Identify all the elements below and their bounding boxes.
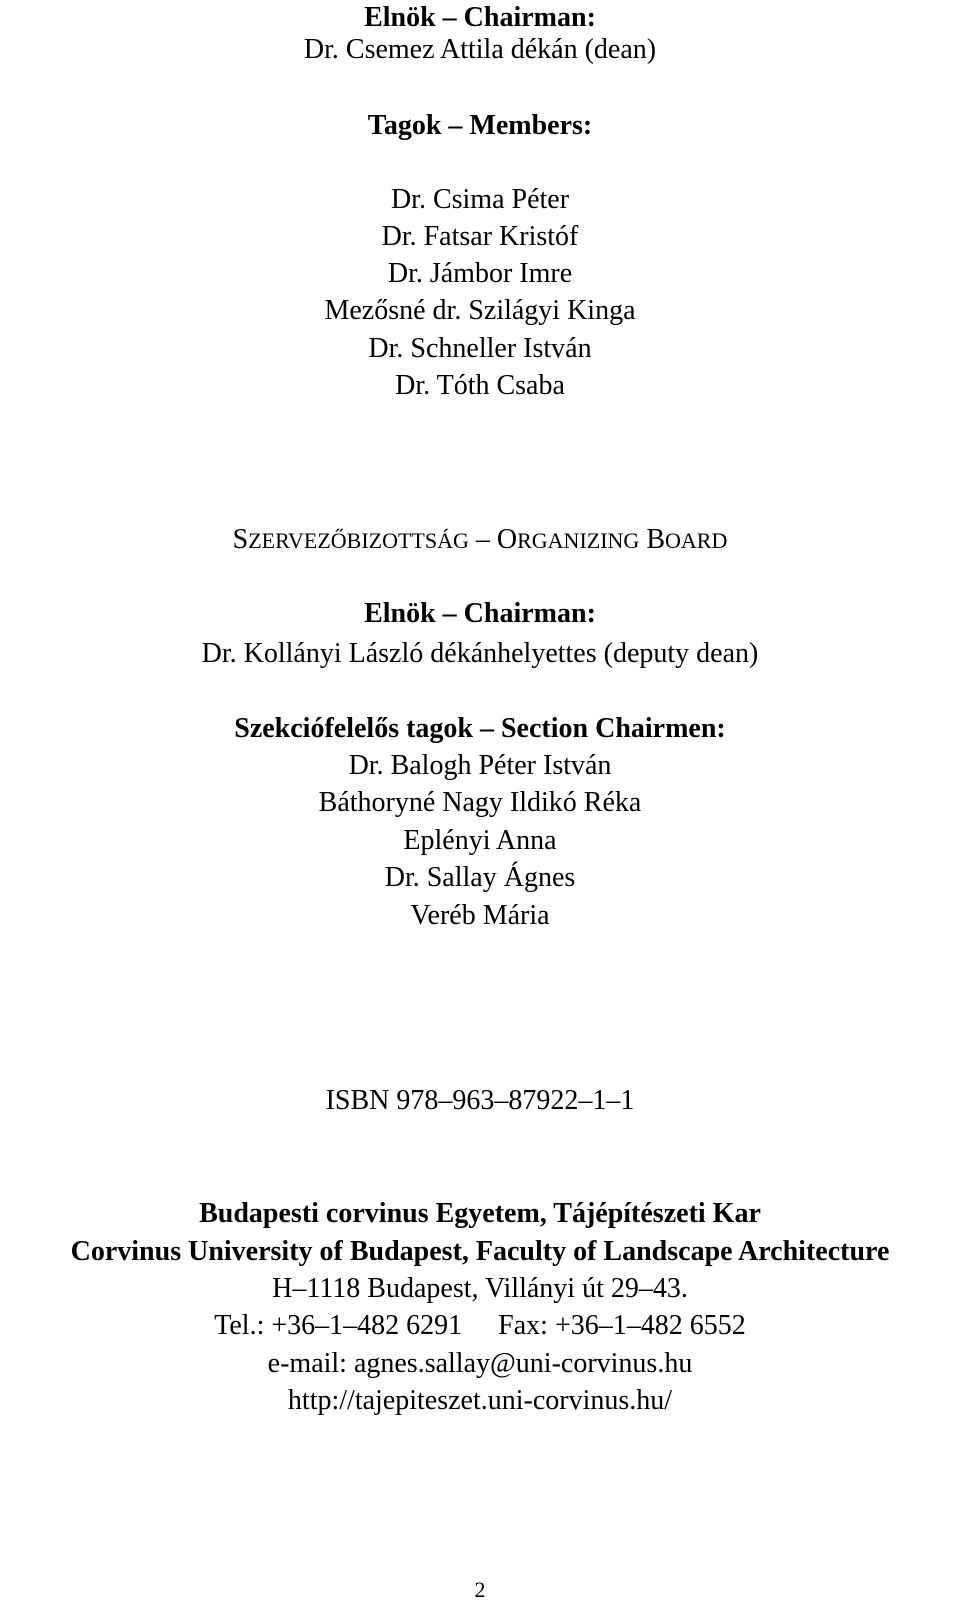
section-member-item: Dr. Balogh Péter István: [348, 750, 612, 781]
university-name-hu: Budapesti corvinus Egyetem, Tájépítészeti Kar: [199, 1198, 761, 1229]
member-item: Dr. Schneller István: [368, 333, 592, 364]
chairman-heading: Elnök – Chairman:: [364, 2, 596, 33]
email: e-mail: agnes.sallay@uni-corvinus.hu: [267, 1348, 693, 1379]
section-member-item: Eplényi Anna: [403, 825, 557, 856]
section-member-item: Dr. Sallay Ágnes: [384, 862, 576, 893]
member-item: Dr. Csima Péter: [390, 184, 570, 215]
chairman-name: Dr. Csemez Attila dékán (dean): [303, 34, 657, 65]
telephone: Tel.: +36–1–482 6291: [214, 1310, 463, 1341]
website-url: http://tajepiteszet.uni-corvinus.hu/: [287, 1385, 673, 1416]
isbn: ISBN 978–963–87922–1–1: [325, 1085, 635, 1116]
member-item: Dr. Fatsar Kristóf: [381, 221, 579, 252]
section-member-item: Veréb Mária: [410, 900, 550, 931]
board-chairman-name: Dr. Kollányi László dékánhelyettes (deputy dean): [201, 638, 759, 669]
member-item: Dr. Jámbor Imre: [387, 258, 573, 289]
member-item: Dr. Tóth Csaba: [395, 370, 565, 401]
members-heading: Tagok – Members:: [367, 110, 593, 141]
section-chairmen-heading: Szekciófelelős tagok – Section Chairmen:: [234, 713, 726, 744]
section-member-item: Báthoryné Nagy Ildikó Réka: [318, 787, 642, 818]
university-name-en: Corvinus University of Budapest, Faculty of Landscape Architecture: [70, 1236, 890, 1267]
board-chairman-heading: Elnök – Chairman:: [364, 598, 596, 629]
contact-line: [0, 1308, 960, 1344]
member-item: Mezősné dr. Szilágyi Kinga: [324, 295, 636, 326]
page-number: 2: [474, 1577, 486, 1602]
organizing-board-heading: SZERVEZŐBIZOTTSÁG – ORGANIZING BOARD: [232, 524, 728, 555]
fax: Fax: +36–1–482 6552: [498, 1310, 746, 1341]
address: H–1118 Budapest, Villányi út 29–43.: [272, 1273, 688, 1304]
